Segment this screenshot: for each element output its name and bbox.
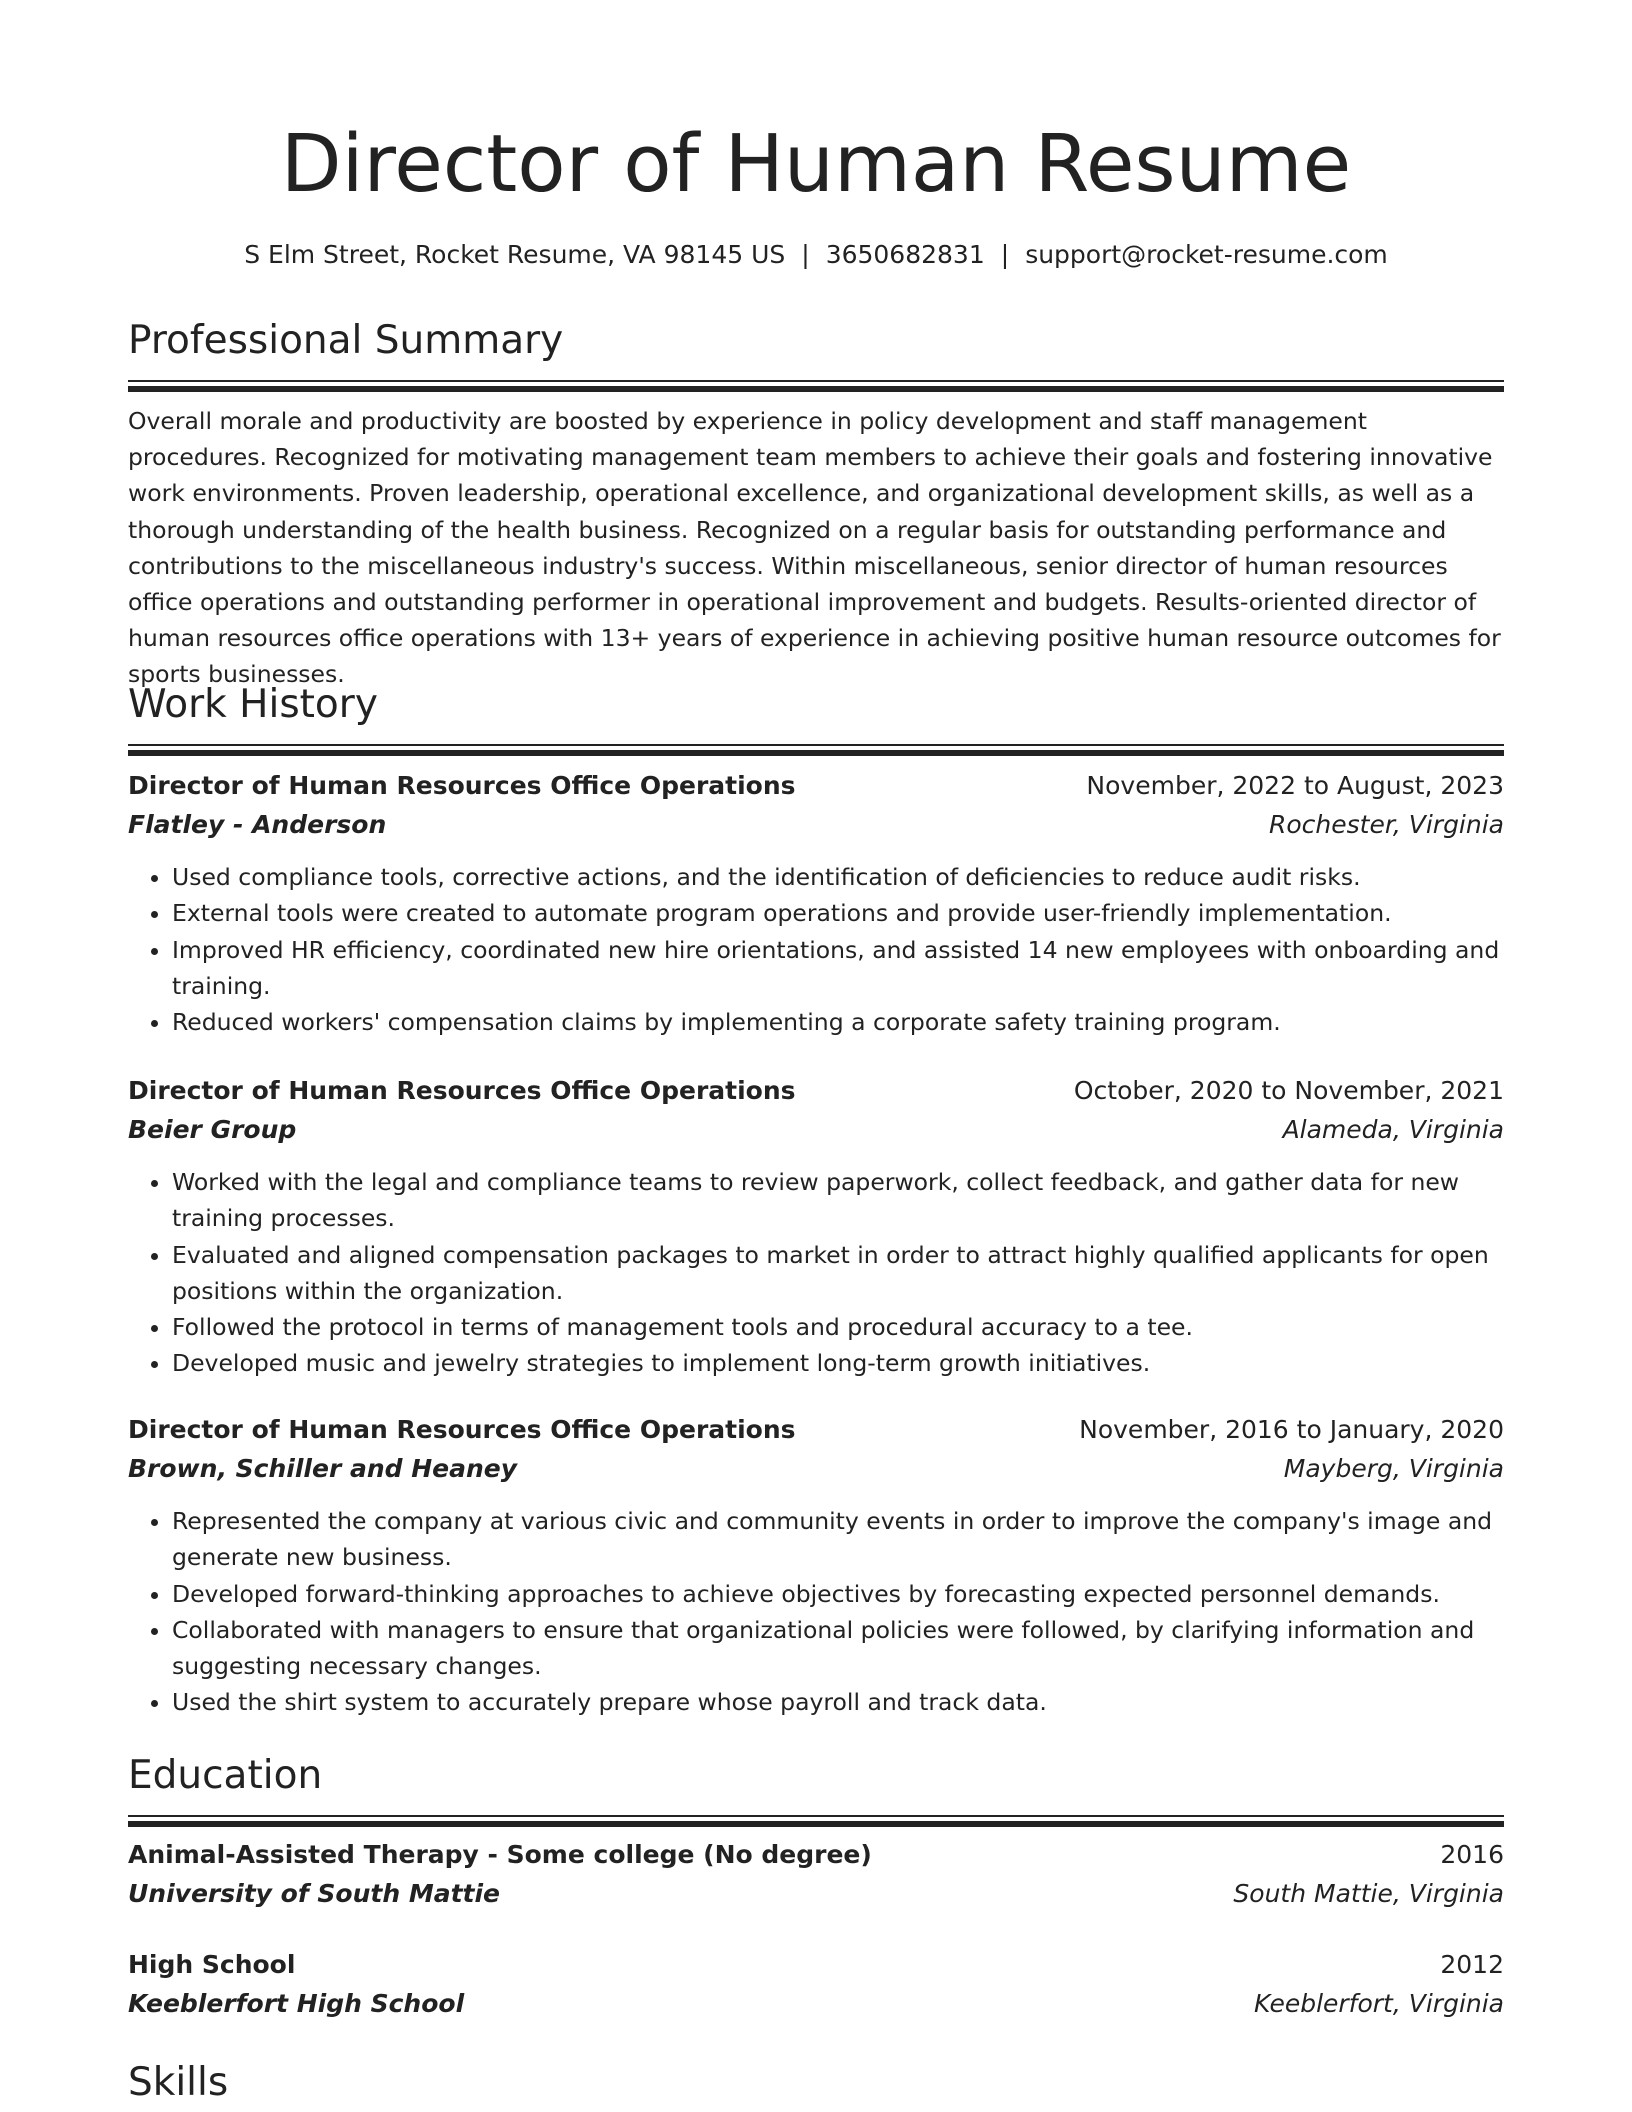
job-title: Director of Human Resources Office Operations <box>128 1076 796 1105</box>
contact-phone: 3650682831 <box>825 240 985 269</box>
bullet-item: • Represented the company at various civic and community events in order to improve the company's image and generate new business. <box>172 1503 1504 1576</box>
bullet-item: • Used compliance tools, corrective actions, and the identification of deficiencies to reduce audit risks. <box>172 859 1504 895</box>
job-company: Flatley - Anderson <box>128 810 387 839</box>
contact-address: S Elm Street, Rocket Resume, VA 98145 US <box>244 240 786 269</box>
bullet-item: • Used the shirt system to accurately prepare whose payroll and track data. <box>172 1684 1504 1720</box>
section-title-education: Education <box>128 1753 323 1798</box>
contact-line <box>128 240 1504 269</box>
work-history-section <box>128 682 1504 749</box>
bullet-item: • Improved HR efficiency, coordinated new hire orientations, and assisted 14 new employees with onboarding and training. <box>172 932 1504 1005</box>
job-location: Alameda, Virginia <box>1282 1115 1504 1144</box>
education-degree: Animal-Assisted Therapy - Some college (No degree) <box>128 1840 872 1869</box>
job-bullets <box>128 859 1504 1040</box>
job-dates: November, 2016 to January, 2020 <box>1079 1415 1504 1444</box>
job-bullets <box>128 1503 1504 1721</box>
education-location: South Mattie, Virginia <box>1233 1879 1504 1908</box>
bullet-item: • Worked with the legal and compliance teams to review paperwork, collect feedback, and gather data for new training processes. <box>172 1164 1504 1237</box>
bullet-item: • Developed music and jewelry strategies to implement long-term growth initiatives. <box>172 1345 1504 1381</box>
job-entry <box>128 1072 1504 1382</box>
section-divider <box>128 744 1504 749</box>
education-entry <box>128 1946 1504 2024</box>
section-title-summary: Professional Summary <box>128 318 564 363</box>
contact-separator: | <box>1000 240 1010 269</box>
summary-text: Overall morale and productivity are boosted by experience in policy development and staff management procedures. Recognized for motivating management team members to achieve their goals and fostering innovative work environments. Proven leadership, operational excellence, and organizational development skills, as well as a thorough understanding of the health business. Recognized on a regular basis for outstanding performance and contributions to the miscellaneous industry's success. Within miscellaneous, senior director of human resources office operations and outstanding performer in operational improvement and budgets. Results-oriented director of human resources office operations with 13+ years of experience in achieving positive human resource outcomes for sports businesses. <box>128 407 1501 689</box>
job-bullets <box>128 1164 1504 1382</box>
job-company: Beier Group <box>128 1115 297 1144</box>
bullet-item: • Collaborated with managers to ensure that organizational policies were followed, by clarifying information and suggesting necessary changes. <box>172 1612 1504 1685</box>
job-location: Mayberg, Virginia <box>1283 1454 1504 1483</box>
section-title-skills: Skills <box>128 2060 229 2105</box>
resume-name: Director of Human Resume <box>280 118 1352 210</box>
contact-email[interactable]: support@rocket-resume.com <box>1025 240 1388 269</box>
job-dates: October, 2020 to November, 2021 <box>1073 1076 1504 1105</box>
summary-section <box>128 318 1504 693</box>
education-year: 2016 <box>1440 1840 1504 1869</box>
education-school: Keeblerfort High School <box>128 1989 465 2018</box>
education-degree: High School <box>128 1950 296 1979</box>
job-location: Rochester, Virginia <box>1269 810 1504 839</box>
section-divider <box>128 1815 1504 1820</box>
bullet-item: • Reduced workers' compensation claims by implementing a corporate safety training program. <box>172 1004 1504 1040</box>
job-title: Director of Human Resources Office Operations <box>128 771 796 800</box>
education-year: 2012 <box>1440 1950 1504 1979</box>
contact-separator: | <box>801 240 810 269</box>
job-entry <box>128 767 1504 1040</box>
job-company: Brown, Schiller and Heaney <box>128 1454 518 1483</box>
education-section <box>128 1753 1504 1820</box>
education-location: Keeblerfort, Virginia <box>1253 1989 1504 2018</box>
bullet-item: • Followed the protocol in terms of management tools and procedural accuracy to a tee. <box>172 1309 1504 1345</box>
job-entry <box>128 1411 1504 1721</box>
job-dates: November, 2022 to August, 2023 <box>1086 771 1504 800</box>
section-divider <box>128 380 1504 385</box>
skills-section <box>128 2060 1504 2106</box>
education-school: University of South Mattie <box>128 1879 501 1908</box>
bullet-item: • Developed forward-thinking approaches to achieve objectives by forecasting expected personnel demands. <box>172 1576 1504 1612</box>
section-title-work-history: Work History <box>128 682 378 727</box>
bullet-item: • External tools were created to automate program operations and provide user-friendly implementation. <box>172 895 1504 931</box>
job-title: Director of Human Resources Office Operations <box>128 1415 796 1444</box>
education-entry <box>128 1836 1504 1914</box>
bullet-item: • Evaluated and aligned compensation packages to market in order to attract highly qualified applicants for open positions within the organization. <box>172 1237 1504 1310</box>
